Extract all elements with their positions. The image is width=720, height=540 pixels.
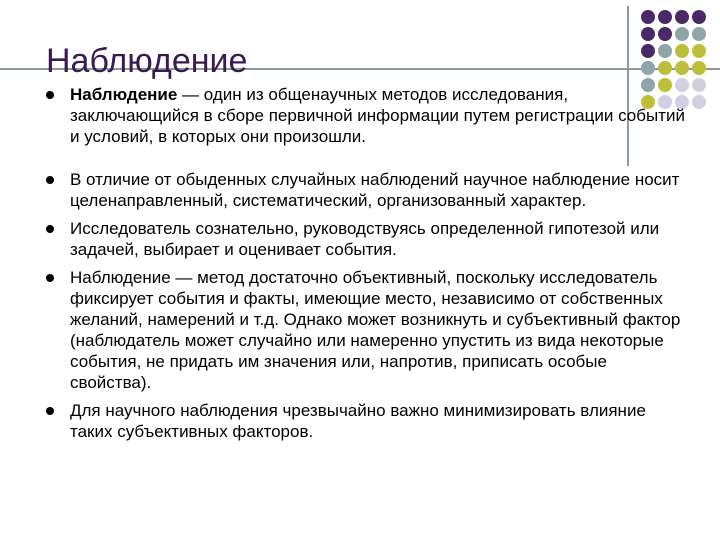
bullet-item [46,84,686,147]
decorative-dot [675,27,689,41]
decorative-dot [658,44,672,58]
bullet-item [46,218,686,260]
bullet-text: — один из общенаучных методов исследования, заключающийся в сборе первичной информации путем регистрации событий и условий, в которых они произошли. [70,85,685,146]
decorative-dot [658,27,672,41]
bullet-item [46,267,686,393]
bullet-dot-icon [46,407,54,415]
bullet-text: Исследователь сознательно, руководствуясь определенной гипотезой или задачей, выбирает и оценивает события. [70,219,660,259]
decorative-dot [692,44,706,58]
bullet-dot-icon [46,225,54,233]
bullet-text: В отличие от обыденных случайных наблюдений научное наблюдение носит целенаправленный, систематический, организованный характер. [70,170,680,210]
bullet-item [46,400,686,442]
decorative-dot [692,10,706,24]
decorative-dot [641,61,655,75]
bullet-dot-icon [46,176,54,184]
bullet-term: Наблюдение [70,85,178,104]
decorative-dot [692,78,706,92]
decorative-dot [641,27,655,41]
bullet-item [46,169,686,211]
decorative-dot [641,44,655,58]
bullet-text: Для научного наблюдения чрезвычайно важно минимизировать влияние таких субъективных факторов. [70,401,646,441]
bullet-dot-icon [46,274,54,282]
bullet-text: Наблюдение — метод достаточно объективный, поскольку исследователь фиксирует события и факты, имеющие место, независимо от собственных желаний, намерений и т.д. Однако может возникнуть и субъективный фактор (наблюдатель может случайно или намеренно упустить из вида некоторые события, не придать им значения или, напротив, приписать особые свойства). [70,268,681,392]
decorative-dot [641,10,655,24]
decorative-dot [692,95,706,109]
bullet-dot-icon [46,91,54,99]
decorative-dot [658,10,672,24]
decorative-dot [675,44,689,58]
decorative-dot [675,10,689,24]
decorative-dot [675,61,689,75]
slide-title: Наблюдение [46,41,248,80]
bullet-list [46,84,686,449]
decorative-dot [658,61,672,75]
decorative-dot [692,61,706,75]
decorative-dot [692,27,706,41]
